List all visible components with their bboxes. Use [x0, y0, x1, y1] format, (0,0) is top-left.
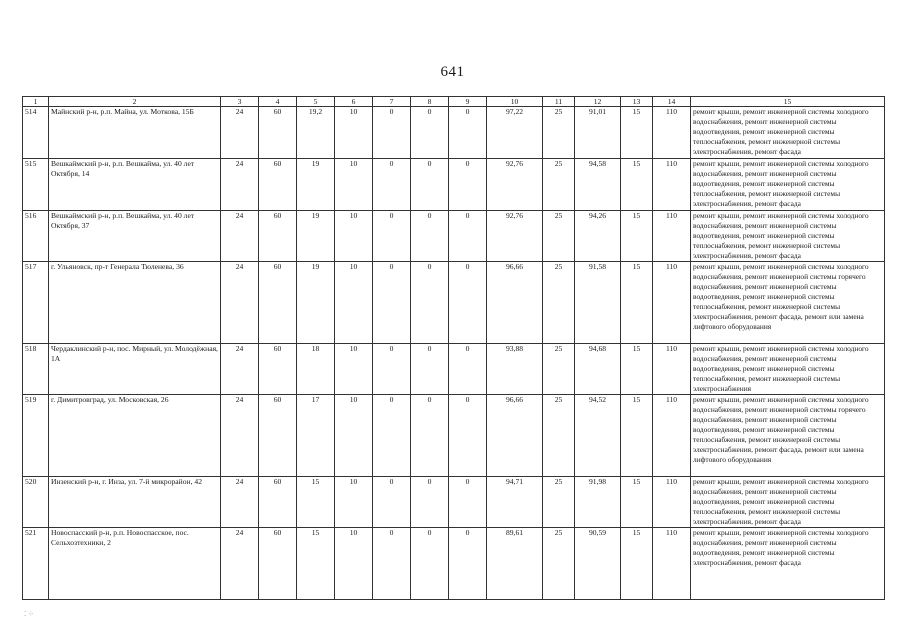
works-cell: ремонт крыши, ремонт инженерной системы холодного водоснабжения, ремонт инженерной системы горячего водоснабжения, ремонт инженерной системы водоотведения, ремонт инженерной системы теплоснабжения, ремонт инженерной системы электроснабжения, ремонт фасада, ремонт или замена лифтового оборудования: [691, 395, 885, 477]
value-cell-c11: 25: [543, 477, 575, 528]
value-cell-c11: 25: [543, 107, 575, 159]
column-header-2: 2: [49, 97, 221, 107]
value-cell-c9: 0: [449, 107, 487, 159]
works-cell: ремонт крыши, ремонт инженерной системы холодного водоснабжения, ремонт инженерной системы горячего водоснабжения, ремонт инженерной системы водоотведения, ремонт инженерной системы теплоснабжения, ремонт инженерной системы электроснабжения, ремонт фасада, ремонт или замена лифтового оборудования: [691, 262, 885, 344]
column-header-4: 4: [259, 97, 297, 107]
address-cell: Вешкаймский р-н, р.п. Вешкайма, ул. 40 лет Октября, 14: [49, 159, 221, 211]
value-cell-c10: 96,66: [487, 395, 543, 477]
value-cell-c12: 91,98: [575, 477, 621, 528]
value-cell-c6: 10: [335, 211, 373, 262]
column-header-7: 7: [373, 97, 411, 107]
value-cell-c3: 24: [221, 344, 259, 395]
value-cell-c12: 94,58: [575, 159, 621, 211]
value-cell-c4: 60: [259, 159, 297, 211]
table-row: [23, 107, 885, 159]
value-cell-c10: 92,76: [487, 211, 543, 262]
row-id-cell: 521: [23, 528, 49, 600]
value-cell-c13: 15: [621, 477, 653, 528]
value-cell-c8: 0: [411, 159, 449, 211]
table-row: [23, 211, 885, 262]
value-cell-c7: 0: [373, 211, 411, 262]
column-header-8: 8: [411, 97, 449, 107]
column-header-3: 3: [221, 97, 259, 107]
value-cell-c8: 0: [411, 107, 449, 159]
value-cell-c7: 0: [373, 395, 411, 477]
value-cell-c13: 15: [621, 211, 653, 262]
repair-registry-table: [22, 96, 885, 600]
value-cell-c9: 0: [449, 528, 487, 600]
address-cell: г. Ульяновск, пр-т Генерала Тюленева, 36: [49, 262, 221, 344]
value-cell-c10: 94,71: [487, 477, 543, 528]
column-header-5: 5: [297, 97, 335, 107]
value-cell-c11: 25: [543, 344, 575, 395]
works-cell: ремонт крыши, ремонт инженерной системы холодного водоснабжения, ремонт инженерной системы водоотведения, ремонт инженерной системы теплоснабжения, ремонт инженерной системы электроснабжения, ремонт фасада: [691, 477, 885, 528]
value-cell-c10: 89,61: [487, 528, 543, 600]
row-id-cell: 517: [23, 262, 49, 344]
column-header-1: 1: [23, 97, 49, 107]
value-cell-c13: 15: [621, 159, 653, 211]
column-header-11: 11: [543, 97, 575, 107]
value-cell-c4: 60: [259, 477, 297, 528]
value-cell-c12: 90,59: [575, 528, 621, 600]
value-cell-c6: 10: [335, 107, 373, 159]
value-cell-c7: 0: [373, 477, 411, 528]
value-cell-c8: 0: [411, 528, 449, 600]
value-cell-c10: 92,76: [487, 159, 543, 211]
value-cell-c5: 18: [297, 344, 335, 395]
value-cell-c4: 60: [259, 528, 297, 600]
value-cell-c7: 0: [373, 344, 411, 395]
value-cell-c13: 15: [621, 528, 653, 600]
value-cell-c14: 110: [653, 211, 691, 262]
value-cell-c13: 15: [621, 344, 653, 395]
value-cell-c13: 15: [621, 395, 653, 477]
column-header-14: 14: [653, 97, 691, 107]
value-cell-c9: 0: [449, 344, 487, 395]
value-cell-c6: 10: [335, 344, 373, 395]
value-cell-c9: 0: [449, 211, 487, 262]
page-number: 641: [440, 64, 465, 80]
works-cell: ремонт крыши, ремонт инженерной системы холодного водоснабжения, ремонт инженерной системы водоотведения, ремонт инженерной системы теплоснабжения, ремонт инженерной системы электроснабжения, ремонт фасада: [691, 159, 885, 211]
value-cell-c3: 24: [221, 107, 259, 159]
value-cell-c11: 25: [543, 159, 575, 211]
value-cell-c9: 0: [449, 477, 487, 528]
address-cell: Майнский р-н, р.п. Майна, ул. Моткова, 15Б: [49, 107, 221, 159]
value-cell-c5: 19: [297, 262, 335, 344]
table-row: [23, 262, 885, 344]
value-cell-c8: 0: [411, 262, 449, 344]
value-cell-c3: 24: [221, 477, 259, 528]
value-cell-c3: 24: [221, 262, 259, 344]
row-id-cell: 518: [23, 344, 49, 395]
scan-artifact: ⁚ ⁘: [24, 610, 34, 618]
value-cell-c11: 25: [543, 528, 575, 600]
table-row: [23, 159, 885, 211]
value-cell-c12: 91,58: [575, 262, 621, 344]
column-header-12: 12: [575, 97, 621, 107]
value-cell-c5: 15: [297, 477, 335, 528]
table-row: [23, 344, 885, 395]
value-cell-c6: 10: [335, 528, 373, 600]
works-cell: ремонт крыши, ремонт инженерной системы холодного водоснабжения, ремонт инженерной системы водоотведения, ремонт инженерной системы теплоснабжения, ремонт инженерной системы электроснабжения, ремонт фасада: [691, 211, 885, 262]
value-cell-c10: 97,22: [487, 107, 543, 159]
value-cell-c3: 24: [221, 159, 259, 211]
column-header-10: 10: [487, 97, 543, 107]
value-cell-c12: 91,01: [575, 107, 621, 159]
value-cell-c5: 19,2: [297, 107, 335, 159]
value-cell-c8: 0: [411, 344, 449, 395]
value-cell-c9: 0: [449, 262, 487, 344]
value-cell-c5: 17: [297, 395, 335, 477]
value-cell-c4: 60: [259, 344, 297, 395]
value-cell-c7: 0: [373, 107, 411, 159]
value-cell-c14: 110: [653, 159, 691, 211]
value-cell-c6: 10: [335, 477, 373, 528]
address-cell: Инзенский р-н, г. Инза, ул. 7-й микрорайон, 42: [49, 477, 221, 528]
value-cell-c6: 10: [335, 395, 373, 477]
value-cell-c11: 25: [543, 262, 575, 344]
table-row: [23, 528, 885, 600]
column-header-13: 13: [621, 97, 653, 107]
value-cell-c3: 24: [221, 395, 259, 477]
value-cell-c4: 60: [259, 395, 297, 477]
row-id-cell: 514: [23, 107, 49, 159]
address-cell: Вешкаймский р-н, р.п. Вешкайма, ул. 40 лет Октября, 37: [49, 211, 221, 262]
value-cell-c8: 0: [411, 211, 449, 262]
value-cell-c12: 94,26: [575, 211, 621, 262]
table-body: [23, 107, 885, 600]
table-row: [23, 477, 885, 528]
address-cell: Чердаклинский р-н, пос. Мирный, ул. Молодёжная, 1А: [49, 344, 221, 395]
value-cell-c12: 94,52: [575, 395, 621, 477]
row-id-cell: 520: [23, 477, 49, 528]
works-cell: ремонт крыши, ремонт инженерной системы холодного водоснабжения, ремонт инженерной системы водоотведения, ремонт инженерной системы теплоснабжения, ремонт инженерной системы электроснабжения: [691, 344, 885, 395]
value-cell-c5: 19: [297, 211, 335, 262]
works-cell: ремонт крыши, ремонт инженерной системы холодного водоснабжения, ремонт инженерной системы водоотведения, ремонт инженерной системы электроснабжения, ремонт фасада: [691, 528, 885, 600]
value-cell-c4: 60: [259, 262, 297, 344]
row-id-cell: 519: [23, 395, 49, 477]
value-cell-c4: 60: [259, 107, 297, 159]
value-cell-c7: 0: [373, 159, 411, 211]
value-cell-c7: 0: [373, 528, 411, 600]
value-cell-c3: 24: [221, 528, 259, 600]
value-cell-c8: 0: [411, 477, 449, 528]
value-cell-c3: 24: [221, 211, 259, 262]
value-cell-c9: 0: [449, 395, 487, 477]
value-cell-c13: 15: [621, 262, 653, 344]
column-header-6: 6: [335, 97, 373, 107]
value-cell-c9: 0: [449, 159, 487, 211]
column-header-15: 15: [691, 97, 885, 107]
value-cell-c14: 110: [653, 344, 691, 395]
address-cell: Новоспасский р-н, р.п. Новоспасское, пос. Сельхозтехники, 2: [49, 528, 221, 600]
value-cell-c10: 96,66: [487, 262, 543, 344]
column-header-9: 9: [449, 97, 487, 107]
value-cell-c14: 110: [653, 262, 691, 344]
value-cell-c6: 10: [335, 262, 373, 344]
row-id-cell: 515: [23, 159, 49, 211]
value-cell-c8: 0: [411, 395, 449, 477]
value-cell-c10: 93,88: [487, 344, 543, 395]
value-cell-c6: 10: [335, 159, 373, 211]
value-cell-c7: 0: [373, 262, 411, 344]
value-cell-c14: 110: [653, 528, 691, 600]
table-header-row: [23, 97, 885, 107]
value-cell-c11: 25: [543, 395, 575, 477]
value-cell-c14: 110: [653, 395, 691, 477]
table-row: [23, 395, 885, 477]
value-cell-c11: 25: [543, 211, 575, 262]
value-cell-c4: 60: [259, 211, 297, 262]
value-cell-c14: 110: [653, 107, 691, 159]
value-cell-c12: 94,68: [575, 344, 621, 395]
works-cell: ремонт крыши, ремонт инженерной системы холодного водоснабжения, ремонт инженерной системы водоотведения, ремонт инженерной системы теплоснабжения, ремонт инженерной системы электроснабжения, ремонт фасада: [691, 107, 885, 159]
value-cell-c14: 110: [653, 477, 691, 528]
address-cell: г. Димитровград, ул. Московская, 26: [49, 395, 221, 477]
value-cell-c5: 19: [297, 159, 335, 211]
row-id-cell: 516: [23, 211, 49, 262]
value-cell-c13: 15: [621, 107, 653, 159]
value-cell-c5: 15: [297, 528, 335, 600]
